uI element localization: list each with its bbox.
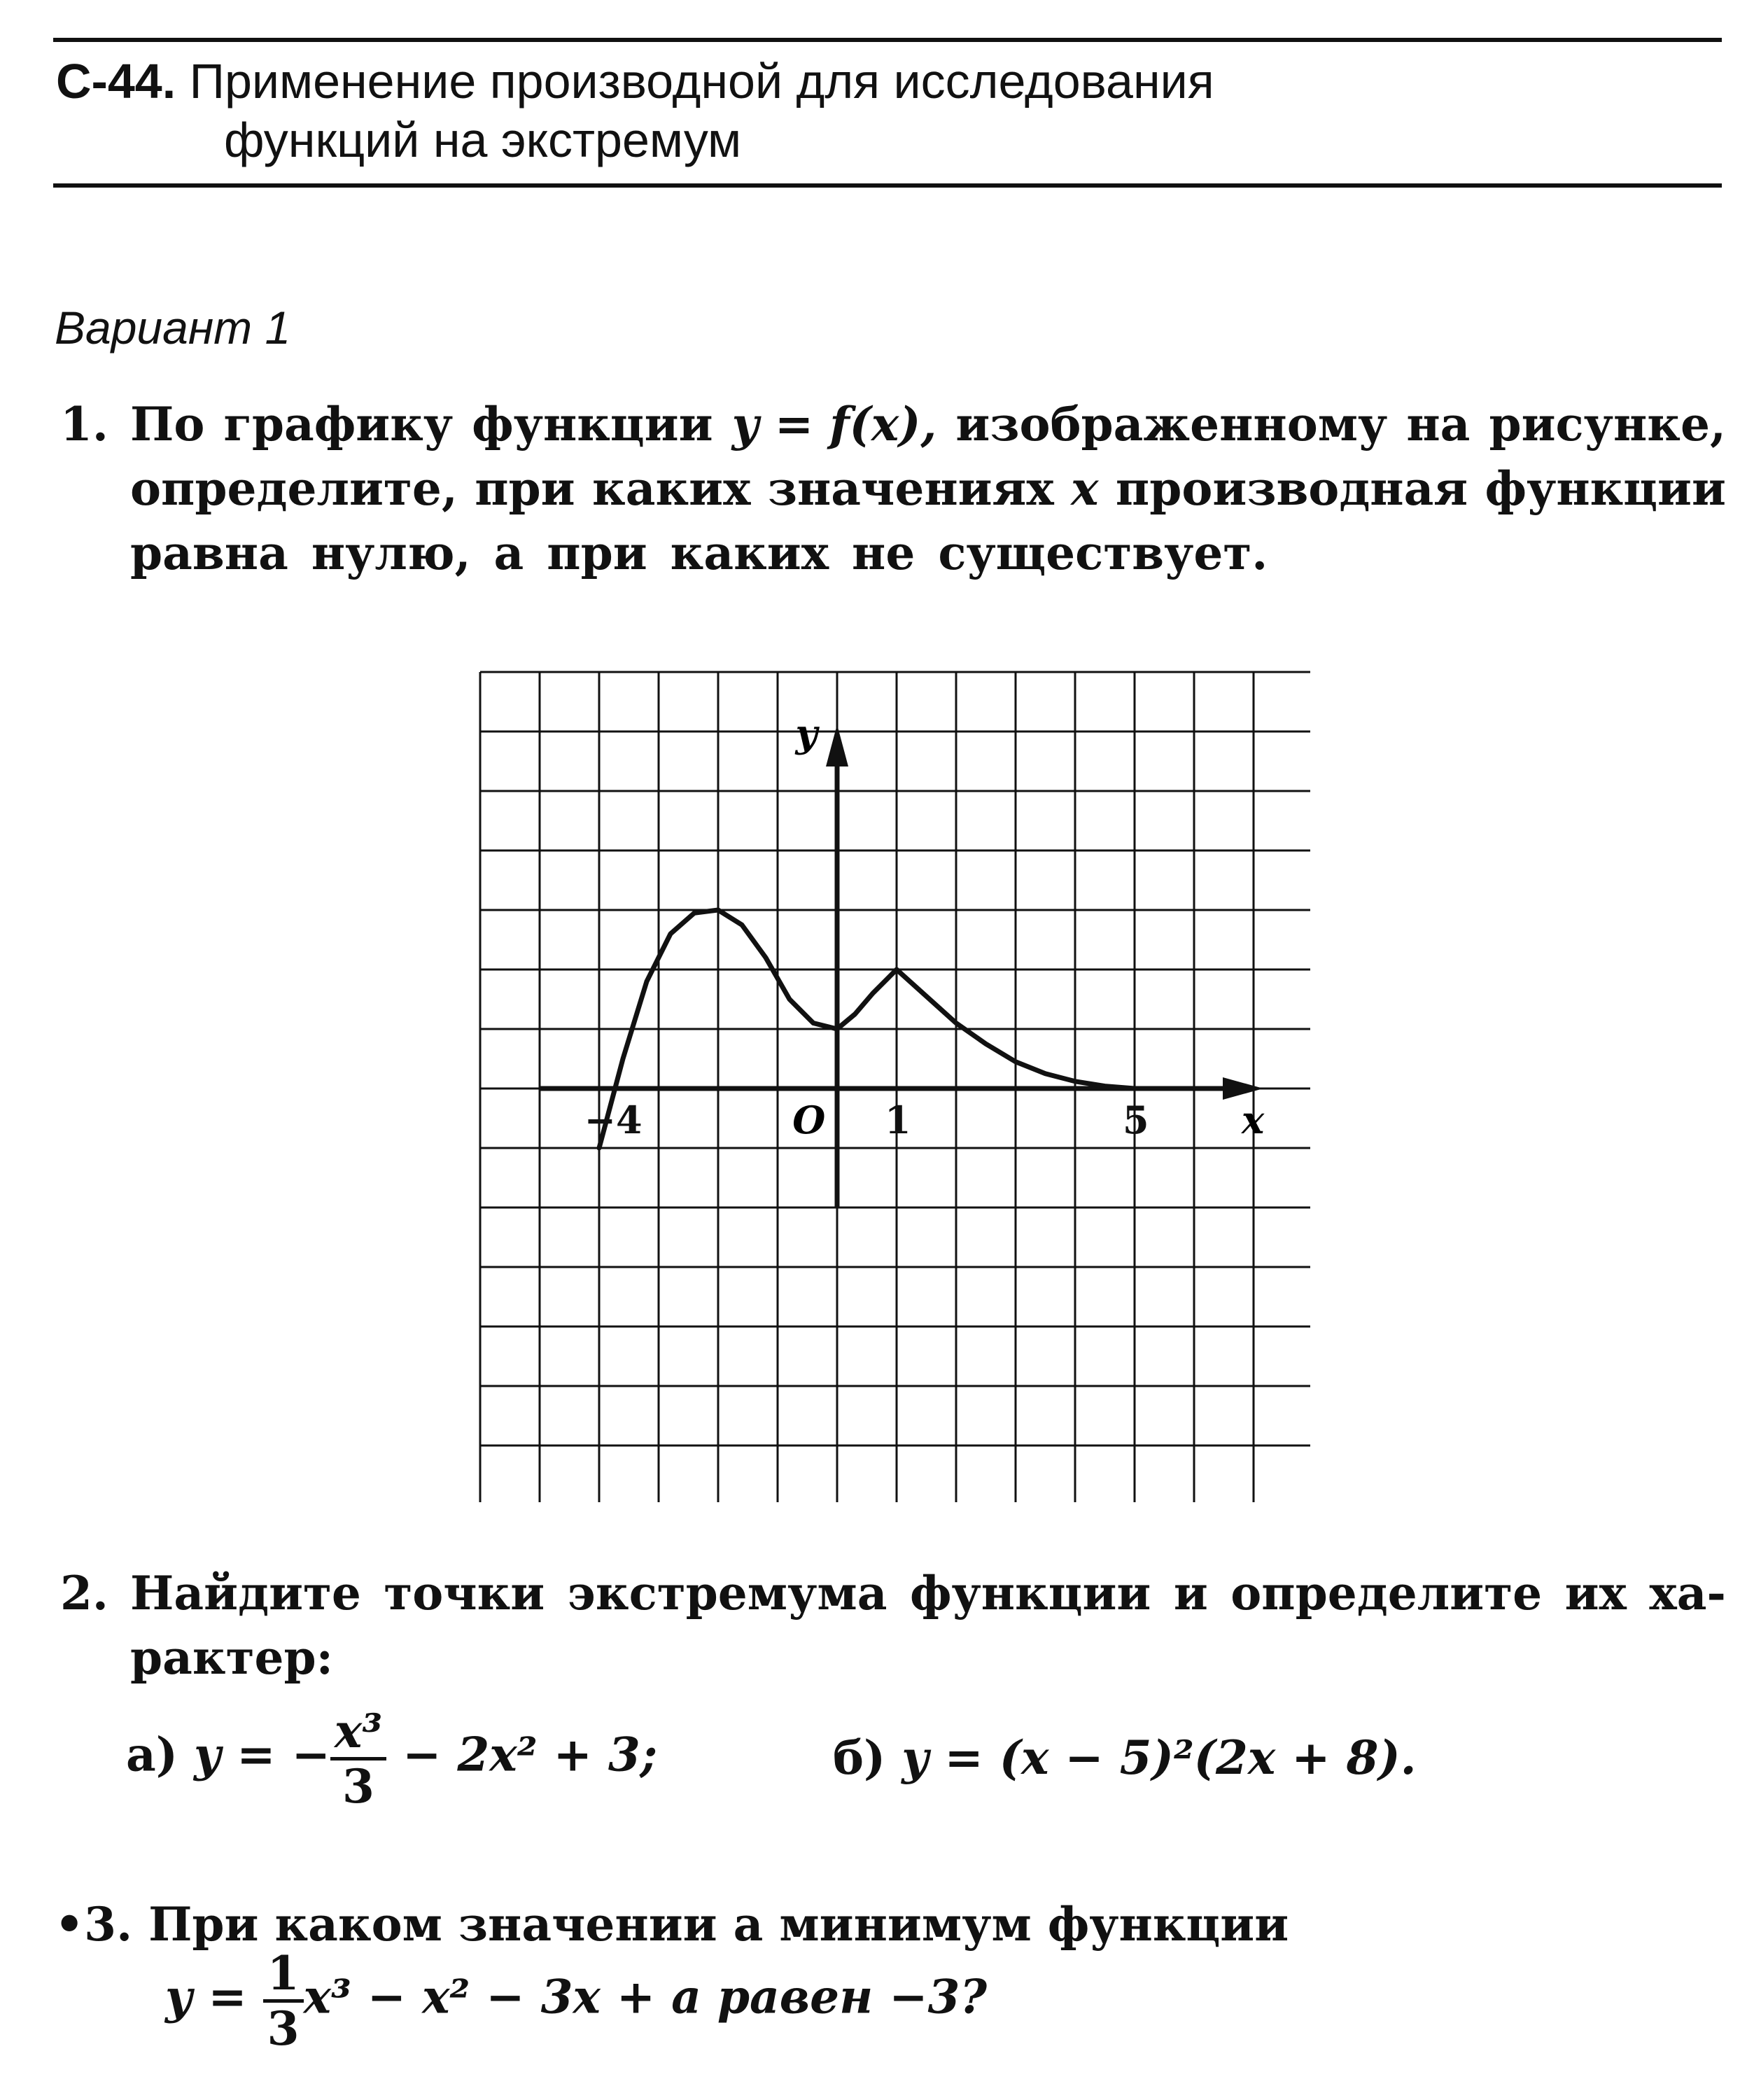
task-2a-formula (126, 1704, 658, 1814)
word: производная (1115, 461, 1468, 516)
task-1-line-1 (130, 392, 1726, 456)
x-axis-label: x (1242, 1097, 1265, 1142)
word: Найдите (130, 1566, 361, 1620)
word: рисунке, (1489, 397, 1726, 451)
tick-label: 1 (885, 1097, 911, 1142)
word: графику (223, 397, 454, 451)
formula-rest: − 2x² + 3; (402, 1727, 658, 1782)
word: при (475, 461, 575, 516)
word: По (130, 397, 205, 451)
word: ха- (1649, 1566, 1726, 1620)
task-1-number: 1. (60, 397, 108, 451)
title-line-2: функций на экстремум (224, 113, 742, 167)
task-2-number: 2. (60, 1566, 108, 1620)
formula-lhs: y = − (193, 1727, 330, 1782)
formula: y = (x − 5)²(2x + 8). (901, 1730, 1417, 1785)
fraction (330, 1704, 386, 1814)
word: функции (1485, 461, 1726, 516)
tick-labels (584, 1098, 1149, 1142)
word: функции (909, 1566, 1151, 1620)
task-2-line-1 (130, 1561, 1726, 1625)
item-label: а) (126, 1727, 178, 1782)
task-1-line-2 (60, 456, 1726, 521)
variant-label: Вариант 1 (55, 302, 291, 354)
word: определите, (130, 461, 458, 516)
tick-label: 5 (1123, 1097, 1149, 1142)
word: экстремума (567, 1566, 887, 1620)
task-2-line-2: рактер: (130, 1630, 333, 1685)
word: значениях (767, 461, 1054, 516)
word: точки (384, 1566, 545, 1620)
function-notation: y = f(x), (731, 397, 937, 451)
word: определите (1230, 1566, 1543, 1620)
section-title (56, 52, 1214, 169)
top-rule (53, 38, 1722, 42)
function-graph (477, 669, 1310, 1502)
word: их (1564, 1566, 1627, 1620)
fraction-denominator: 3 (342, 1759, 374, 1814)
item-label: б) (833, 1730, 886, 1785)
section-number: С-44. (56, 54, 176, 108)
formula-rest: x³ − x² − 3x + a равен −3? (303, 1969, 988, 2024)
variable-x: x (1071, 461, 1099, 516)
fraction-numerator: 1 (263, 1950, 304, 2003)
word: каких (592, 461, 751, 516)
task-2b-formula (833, 1730, 1417, 1785)
bottom-rule (53, 183, 1722, 188)
fraction (263, 1946, 304, 2056)
origin-label: O (792, 1097, 826, 1142)
x-axis-arrow (1223, 1077, 1263, 1100)
task-3-formula (165, 1946, 988, 2056)
task-3-text: При каком значении a минимум функции (148, 1897, 1289, 1952)
task-1-line-3: равна нулю, а при каких не существует. (130, 526, 1268, 580)
word: изображенному (955, 397, 1388, 451)
task-3 (55, 1897, 1289, 1952)
tick-label: −4 (584, 1097, 643, 1142)
word: и (1173, 1566, 1208, 1620)
fraction-denominator: 3 (267, 2001, 300, 2056)
word: функции (472, 397, 713, 451)
task-2 (60, 1561, 1726, 1690)
task-1 (60, 392, 1726, 585)
y-axis-label: y (795, 710, 818, 756)
task-3-number: •3. (55, 1897, 133, 1952)
word: на (1406, 397, 1471, 451)
fraction-numerator: x³ (330, 1708, 386, 1760)
title-line-1: Применение производной для исследования (189, 54, 1214, 108)
formula-lhs: y = (165, 1969, 247, 2024)
